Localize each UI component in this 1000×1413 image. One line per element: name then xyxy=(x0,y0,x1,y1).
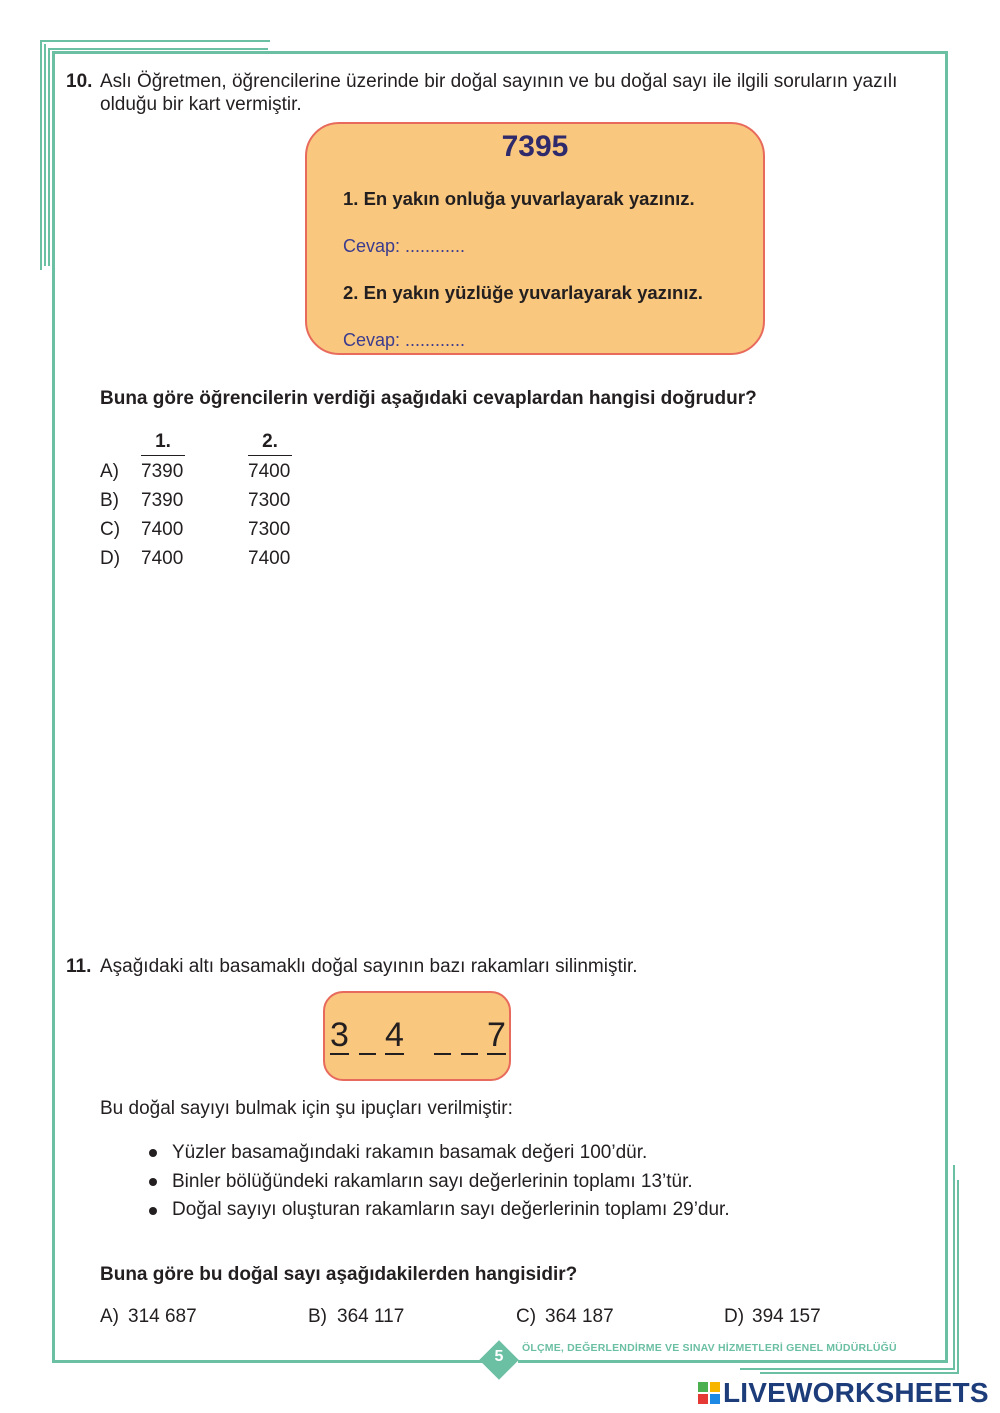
digit-box xyxy=(323,991,511,1081)
frame-border-left xyxy=(52,51,55,1362)
clue-item: Doğal sayıyı oluşturan rakamların sayı değerlerinin toplamı 29’dur. xyxy=(172,1199,730,1220)
page-number: 5 xyxy=(494,1348,504,1365)
option-value-2: 7400 xyxy=(248,461,291,482)
column-header-1: 1. xyxy=(141,431,185,456)
question-11-intro: Bu doğal sayıyı bulmak için şu ipuçları verilmiştir: xyxy=(100,1098,513,1119)
answer-label: C) xyxy=(516,1306,537,1327)
option-value-2: 7300 xyxy=(248,519,291,540)
answer-value: 364 187 xyxy=(545,1306,614,1327)
answer-value: 314 687 xyxy=(128,1306,197,1327)
answer-label: A) xyxy=(100,1306,119,1327)
column-header-2: 2. xyxy=(248,431,292,456)
frame-border-right xyxy=(945,51,948,1362)
option-label: D) xyxy=(100,548,121,569)
digit-ones: 7 xyxy=(487,1016,506,1054)
frame-border-bottom xyxy=(518,1360,948,1363)
answer-value: 364 117 xyxy=(337,1306,405,1327)
clue-item: Yüzler basamağındaki rakamın basamak değeri 100’dür. xyxy=(172,1142,648,1163)
card-question-1: 1. En yakın onluğa yuvarlayarak yazınız. xyxy=(343,188,695,209)
number-card xyxy=(305,122,765,355)
option-label: A) xyxy=(100,461,119,482)
question-11-text: Aşağıdaki altı basamaklı doğal sayının bazı rakamları silinmiştir. xyxy=(100,956,638,977)
digit-thousands: 4 xyxy=(385,1016,404,1054)
question-10-number: 10. xyxy=(66,71,93,92)
frame-border-bottom xyxy=(52,1360,482,1363)
digit-blank[interactable] xyxy=(434,1053,451,1055)
option-label: C) xyxy=(100,519,121,540)
question-11-number: 11. xyxy=(66,956,92,977)
bullet-icon xyxy=(149,1178,157,1186)
frame-line xyxy=(44,44,46,266)
frame-line xyxy=(40,40,42,270)
option-value-1: 7390 xyxy=(141,461,184,482)
question-10-text-line2: olduğu bir kart vermiştir. xyxy=(100,94,302,115)
frame-border-top xyxy=(52,51,948,54)
bullet-icon xyxy=(149,1207,157,1215)
question-10-prompt: Buna göre öğrencilerin verdiği aşağıdaki cevaplardan hangisi doğrudur? xyxy=(100,388,757,409)
frame-line xyxy=(957,1180,959,1374)
question-11-prompt: Buna göre bu doğal sayı aşağıdakilerden hangisidir? xyxy=(100,1264,578,1285)
liveworksheets-logo[interactable] xyxy=(698,1376,998,1410)
frame-line xyxy=(48,48,50,266)
frame-line xyxy=(40,40,270,42)
bullet-icon xyxy=(149,1149,157,1157)
answer-label: D) xyxy=(724,1306,745,1327)
option-value-2: 7400 xyxy=(248,548,291,569)
answer-value: 394 157 xyxy=(752,1306,821,1327)
digit-hundred-thousands: 3 xyxy=(330,1016,349,1054)
card-answer-2: Cevap: ............ xyxy=(343,330,466,350)
option-label: B) xyxy=(100,490,119,511)
digit-blank[interactable] xyxy=(359,1053,376,1055)
footer-org: ÖLÇME, DEĞERLENDİRME VE SINAV HİZMETLERİ GENEL MÜDÜRLÜĞÜ xyxy=(522,1342,897,1354)
option-value-1: 7400 xyxy=(141,548,184,569)
frame-line xyxy=(760,1372,959,1374)
option-value-2: 7300 xyxy=(248,490,291,511)
question-10-text-line1: Aslı Öğretmen, öğrencilerine üzerinde bir doğal sayının ve bu doğal sayı ile ilgili soruların yazılı xyxy=(100,71,898,92)
option-value-1: 7400 xyxy=(141,519,184,540)
card-number: 7395 xyxy=(501,130,569,163)
option-value-1: 7390 xyxy=(141,490,184,511)
answer-label: B) xyxy=(308,1306,327,1327)
liveworksheets-text: LIVEWORKSHEETS xyxy=(723,1377,989,1408)
clue-item: Binler bölüğündeki rakamların sayı değerlerinin toplamı 13’tür. xyxy=(172,1171,693,1192)
card-answer-1: Cevap: ............ xyxy=(343,236,466,256)
frame-line xyxy=(740,1368,955,1370)
frame-line xyxy=(48,48,268,50)
digit-blank[interactable] xyxy=(461,1053,478,1055)
liveworksheets-icon xyxy=(698,1382,720,1404)
card-question-2: 2. En yakın yüzlüğe yuvarlayarak yazınız. xyxy=(343,282,703,303)
frame-line xyxy=(953,1165,955,1370)
